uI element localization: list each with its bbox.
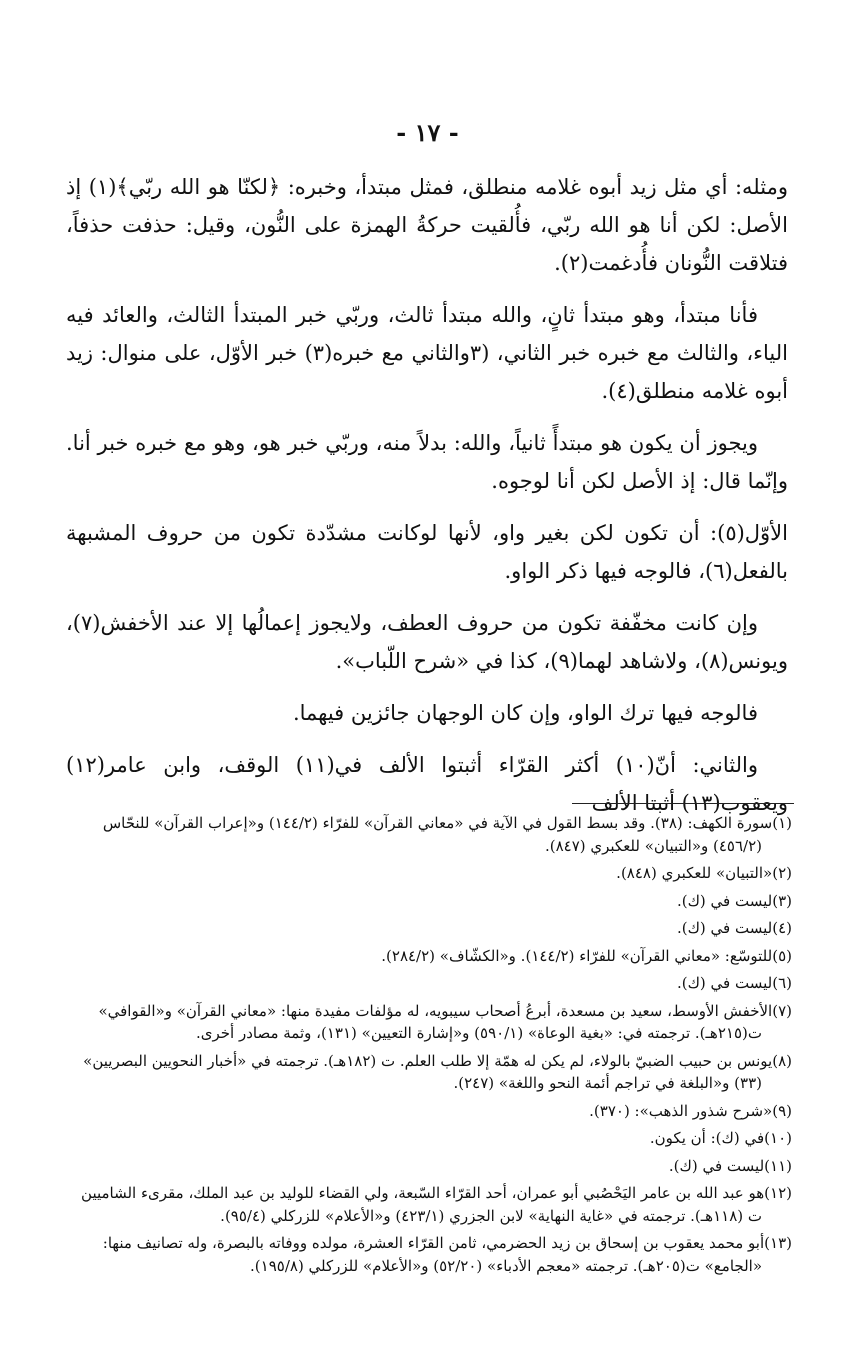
footnote-text: ليست في (ك). xyxy=(676,919,773,937)
footnote-text: ليست في (ك). xyxy=(676,974,773,992)
footnote-number: (١٢) xyxy=(764,1184,792,1202)
paragraph-1: ومثله: أي مثل زيد أبوه غلامه منطلق، فمثل مبتدأ، وخبره: ﴿لكنّا هو الله ربّي﴾(١) إذ الأصل: لكن أنا هو الله ربّي، فأُلقيت حركةُ الهمزة على النُّون، وقيل: حذفت حذفاً، فتلاقت النُّونان فأُدغمت(٢). xyxy=(66,175,788,275)
paragraph-2: فأنا مبتدأ، وهو مبتدأ ثانٍ، والله مبتدأ ثالث، وربّي خبر المبتدأ الثالث، والعائد فيه الياء، والثالث مع خبره خبر الثاني، (٣والثاني مع خبره(٣) خبر الأوّل، على منوال: زيد أبوه غلامه منطلق(٤). xyxy=(66,303,788,403)
page-number: - ١٧ - xyxy=(396,118,459,147)
footnote-number: (١) xyxy=(772,814,792,832)
footnote-10 xyxy=(70,1127,792,1150)
paragraph-6: فالوجه فيها ترك الواو، وإن كان الوجهان جائزين فيهما. xyxy=(292,701,758,725)
footnote-number: (٣) xyxy=(772,891,792,910)
footnote-number: (٥) xyxy=(772,946,792,965)
footnote-number: (١٠) xyxy=(764,1129,792,1147)
footnote-6 xyxy=(70,972,792,995)
main-text xyxy=(66,168,788,836)
footnote-5 xyxy=(70,945,792,968)
footnote-number: (٨) xyxy=(772,1051,792,1070)
footnote-number: (٧) xyxy=(772,1001,792,1020)
paragraph-5: وإن كانت مخفّفة تكون من حروف العطف، ولايجوز إعمالُها إلا عند الأخفش(٧)، ويونس(٨)، ولاشاهد لهما(٩)، كذا في «شرح اللّباب». xyxy=(66,611,788,673)
footnotes xyxy=(70,812,792,1282)
footnote-text: للتوسّع: «معاني القرآن» للفرّاء (١٤٤/٢). و«الكشّاف» (٢٨٤/٢). xyxy=(381,946,773,965)
footnote-number: (١٣) xyxy=(764,1234,792,1252)
footnote-13 xyxy=(70,1232,792,1277)
footnote-number: (١١) xyxy=(764,1156,792,1175)
footnote-text: يونس بن حبيب الضبيّ بالولاء، لم يكن له همّة إلا طلب العلم. ت (١٨٢هـ). ترجمته في «أخبار النحويين البصريين» (٣٣) و«البلغة في تراجم أئمة النحو واللغة» (٢٤٧). xyxy=(83,1051,773,1092)
paragraph-7: والثاني: أنّ(١٠) أكثر القرّاء أثبتوا الألف في(١١) الوقف، وابن عامر(١٢) ويعقوب(١٣) أثبتا الألف xyxy=(66,753,788,815)
footnote-3 xyxy=(70,890,792,913)
footnote-number: (٢) xyxy=(772,864,792,882)
paragraph-4: الأوّل(٥): أن تكون لكن بغير واو، لأنها لوكانت مشدّدة تكون من حروف المشبهة بالفعل(٦)، فالوجه فيها ذكر الواو. xyxy=(66,521,788,583)
footnote-text: «التبيان» للعكبري (٨٤٨). xyxy=(616,864,773,882)
footnote-text: ليست في (ك). xyxy=(668,1156,765,1175)
footnote-9 xyxy=(70,1100,792,1123)
paragraph-3: ويجوز أن يكون هو مبتدأً ثانياً، والله: بدلاً منه، وربّي خبر هو، وهو مع خبره خبر أنا. وإنّما قال: إذ الأصل لكن أنا لوجوه. xyxy=(66,431,788,493)
footnote-separator xyxy=(572,803,794,804)
footnote-11 xyxy=(70,1155,792,1178)
footnote-number: (٩) xyxy=(772,1101,792,1120)
footnote-text: سورة الكهف: (٣٨). وقد بسط القول في الآية في «معاني القرآن» للفرّاء (١٤٤/٢) و«إعراب القرآن» للنحّاس (٤٥٦/٢) و«التبيان» للعكبري (٨٤٧). xyxy=(102,814,773,855)
footnote-text: الأخفش الأوسط، سعيد بن مسعدة، أبرعُ أصحاب سيبويه، له مؤلفات مفيدة منها: «معاني القرآن» و«القوافي» ت(٢١٥هـ). ترجمته في: «بغية الوعاة» (٥٩٠/١) و«إشارة التعيين» (١٣١)، وثمة مصادر أخرى. xyxy=(98,1001,773,1042)
footnote-text: هو عبد الله بن عامر اليَحْصُبي أبو عمران، أحد القرّاء السّبعة، ولي القضاء للوليد بن عبد الملك، مقرىء الشاميين ت (١١٨هـ). ترجمته في «غاية النهاية» لابن الجزري (٤٢٣/١) و«الأعلام» للزركلي (٩٥/٤). xyxy=(81,1184,765,1225)
footnote-8 xyxy=(70,1050,792,1095)
footnote-12 xyxy=(70,1182,792,1227)
footnote-text: في (ك): أن يكون. xyxy=(649,1129,765,1147)
footnote-text: أبو محمد يعقوب بن إسحاق بن زيد الحضرمي، ثامن القرّاء العشرة، مولده ووفاته بالبصرة، وله تصانيف منها: «الجامع» ت(٢٠٥هـ). ترجمته «معجم الأدباء» (٥٢/٢٠) و«الأعلام» للزركلي (١٩٥/٨). xyxy=(102,1234,765,1275)
footnote-4 xyxy=(70,917,792,940)
footnote-number: (٦) xyxy=(772,974,792,992)
footnote-text: ليست في (ك). xyxy=(676,891,773,910)
footnote-1 xyxy=(70,812,792,857)
footnote-7 xyxy=(70,1000,792,1045)
footnote-text: «شرح شذور الذهب»: (٣٧٠). xyxy=(589,1101,773,1120)
footnote-2 xyxy=(70,862,792,885)
footnote-number: (٤) xyxy=(772,919,792,937)
